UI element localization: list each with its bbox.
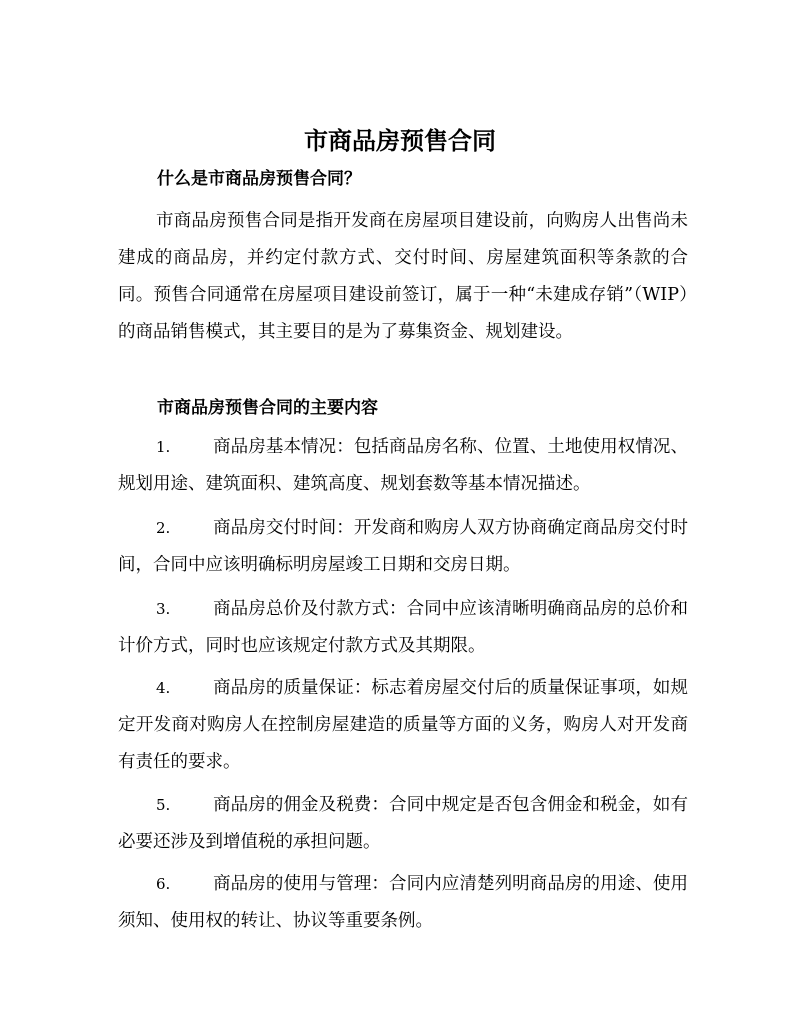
section-heading-definition: 什么是市商品房预售合同？ bbox=[157, 169, 361, 189]
list-item-number: 2. bbox=[156, 519, 171, 537]
list-item-text: 商品房的佣金及税费：合同中规定是否包含佣金和税金，如有必要还涉及到增值税的承担问题。 bbox=[118, 795, 688, 852]
list-item-number: 3. bbox=[156, 600, 171, 618]
list-item-text: 商品房的质量保证：标志着房屋交付后的质量保证事项，如规定开发商对购房人在控制房屋建造的质量等方面的义务，购房人对开发商有责任的要求。 bbox=[118, 678, 688, 772]
list-item bbox=[118, 591, 688, 665]
list-item-text: 商品房总价及付款方式：合同中应该清晰明确商品房的总价和计价方式，同时也应该规定付款方式及其期限。 bbox=[118, 599, 688, 656]
list-item-number: 5. bbox=[156, 796, 171, 814]
list-item bbox=[118, 429, 688, 503]
list-item bbox=[118, 787, 688, 861]
list-item-text: 商品房的使用与管理：合同内应清楚列明商品房的用途、使用须知、使用权的转让、协议等重要条例。 bbox=[118, 874, 688, 931]
section-heading-main-content: 市商品房预售合同的主要内容 bbox=[157, 398, 378, 418]
list-item-number: 6. bbox=[156, 875, 171, 893]
definition-paragraph: 市商品房预售合同是指开发商在房屋项目建设前，向购房人出售尚未建成的商品房，并约定付款方式、交付时间、房屋建筑面积等条款的合同。预售合同通常在房屋项目建设前签订，属于一种“未建成存销”（WIP）的商品销售模式，其主要目的是为了募集资金、规划建设。 bbox=[118, 211, 688, 342]
list-item-text: 商品房基本情况：包括商品房名称、位置、土地使用权情况、规划用途、建筑面积、建筑高度、规划套数等基本情况描述。 bbox=[118, 437, 688, 494]
list-item bbox=[118, 670, 688, 781]
list-item-text: 商品房交付时间：开发商和购房人双方协商确定商品房交付时间，合同中应该明确标明房屋竣工日期和交房日期。 bbox=[118, 518, 688, 575]
list-item-number: 4. bbox=[156, 679, 171, 697]
list-item bbox=[118, 510, 688, 584]
document-title: 市商品房预售合同 bbox=[304, 126, 496, 155]
list-item bbox=[118, 866, 688, 940]
list-item-number: 1. bbox=[156, 438, 171, 456]
